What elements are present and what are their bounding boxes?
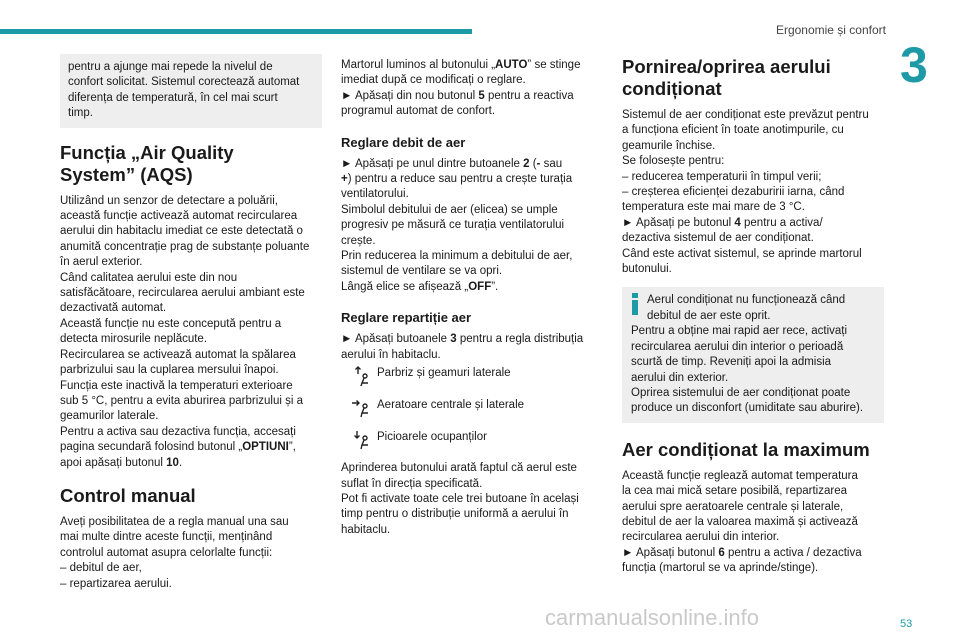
text: Lângă elice se afișează „ — [341, 280, 469, 293]
plus-label: + — [341, 173, 348, 186]
ac-line: temperatura este mai mare de 3 °C. — [622, 201, 805, 214]
option-windshield-label: Parbriz și geamuri laterale — [377, 367, 511, 380]
button-number: 4 — [734, 216, 741, 229]
column-right — [622, 54, 884, 577]
info-line: aerului din exterior. — [631, 371, 729, 384]
intro-line — [341, 89, 603, 104]
tail-line: Aprinderea butonului arată faptul că aerul este — [341, 462, 577, 475]
option-windshield — [351, 365, 603, 387]
header-accent-bar — [0, 29, 472, 34]
ac-line: dezactiva sistemul de aer condiționat. — [622, 232, 814, 245]
ac-line: – creșterea eficienței dezaburirii iarna, când — [622, 186, 845, 199]
aqs-line: dezactivată automat. — [60, 302, 167, 315]
aqs-line: aerului din habitaclu imediat ce este detectată o — [60, 225, 303, 238]
manual-heading: Control manual — [60, 484, 196, 506]
text: pentru a activa / dezactiva — [724, 546, 862, 559]
column-left — [60, 54, 322, 592]
info-line: Pentru a obține mai rapid aer rece, activați — [631, 325, 848, 338]
debit-line: Simbolul debitului de aer (elicea) se umple — [341, 203, 558, 216]
aqs-line: Recircularea se activează automat la spălarea — [60, 348, 296, 361]
auto-label: AUTO — [495, 59, 528, 71]
info-line: recircularea aerului din interior o perioadă — [631, 340, 844, 353]
tail-line: Pot fi activate toate cele trei butoane în același — [341, 492, 579, 505]
text: ”, — [288, 441, 296, 454]
aqs-line: sub 5 °C, pentru a evita aburirea parbrizului și a — [60, 394, 304, 407]
ac-heading-line2: condiționat — [622, 78, 722, 99]
text: pagina secundară folosind butonul „ — [60, 441, 243, 454]
ac-line: – reducerea temperaturii în timpul verii; — [622, 170, 822, 183]
text: ”. — [491, 280, 499, 293]
text: pentru a regla distribuția — [456, 333, 584, 346]
text: . — [178, 456, 183, 469]
max-line: recircularea aerului din interior. — [622, 531, 780, 544]
aqs-line — [60, 456, 322, 471]
debit-line — [341, 157, 603, 172]
aqs-body — [60, 194, 322, 471]
button-number: 6 — [718, 546, 725, 559]
debit-line: crește. — [341, 234, 376, 247]
note-line: diferența de temperatură, în cel mai scurt — [68, 91, 278, 104]
text: ) pentru a reduce sau pentru a crește turația — [347, 173, 573, 186]
max-line: Această funcție reglează automat temperatura — [622, 469, 858, 482]
text: ► Apăsați pe butonul — [622, 216, 735, 229]
tail-line: habitaclu. — [341, 523, 391, 536]
intro-line: imediat după ce modificați o reglare. — [341, 74, 526, 87]
intro-line: programul automat de confort. — [341, 105, 496, 118]
aqs-heading — [60, 142, 322, 186]
max-line: la cea mai mică setare posibilă, repartizarea — [622, 485, 847, 498]
tail-line: timp pentru o distribuție uniformă a aerului în — [341, 508, 569, 521]
ac-heading — [622, 56, 884, 100]
airflow-windshield-icon — [351, 365, 373, 387]
aqs-line: Funcția este inactivă la temperaturi exterioare — [60, 379, 293, 392]
text: ► Apăsați butoanele — [341, 333, 451, 346]
max-ac-heading: Aer condiționat la maximum — [622, 438, 870, 460]
ac-line: Sistemul de aer condiționat este prevăzut pentru — [622, 109, 869, 121]
manual-line: – debitul de aer, — [60, 562, 142, 575]
note-box — [60, 54, 322, 128]
aqs-line: Pentru a activa sau dezactiva funcția, accesați — [60, 425, 296, 438]
text: pentru a activa/ — [740, 216, 823, 229]
debit-heading: Reglare debit de aer — [341, 134, 466, 150]
aqs-line: geamurilor laterale. — [60, 410, 159, 423]
max-line — [622, 546, 884, 561]
chapter-number: 3 — [900, 37, 928, 93]
column-middle — [341, 58, 603, 538]
note-line: confort solicitat. Sistemul corectează automat — [68, 76, 300, 89]
debit-line — [341, 172, 603, 187]
debit-line: progresiv pe măsură ce turația ventilatorului — [341, 219, 565, 232]
aqs-line: Când calitatea aerului este din nou — [60, 271, 238, 284]
info-line: produce un disconfort (umiditate sau aburire). — [631, 402, 864, 415]
repartition-heading: Reglare repartiție aer — [341, 310, 472, 326]
airflow-face-icon — [351, 397, 373, 419]
text: ► Apăsați butonul — [622, 546, 719, 559]
intro-line — [341, 58, 603, 73]
aqs-line: anumită concentrație prag de substanțe poluante — [60, 240, 310, 253]
debit-line: sistemul de ventilare se va opri. — [341, 265, 503, 278]
option-feet — [351, 429, 603, 451]
page-number: 53 — [900, 618, 913, 630]
button-number: 3 — [450, 333, 457, 346]
text: ” se stinge — [527, 59, 581, 71]
aqs-line: Utilizând un senzor de detectare a poluării, — [60, 194, 278, 207]
info-line: Oprirea sistemului de aer condiționat poate — [631, 386, 851, 399]
option-feet-label: Picioarele ocupanților — [377, 431, 487, 444]
debit-line — [341, 280, 603, 295]
ac-line: a funcționa eficient în toate anotimpurile, cu — [622, 124, 844, 137]
repartition-line — [341, 332, 603, 347]
info-box — [622, 287, 884, 422]
ac-line: Când este activat sistemul, se aprinde martorul — [622, 247, 862, 260]
ac-line — [622, 216, 884, 231]
text: ► Apăsați din nou butonul — [341, 89, 479, 102]
info-line: scurtă de timp. Reveniți apoi la admisia — [631, 356, 832, 369]
manual-line: controlul automat asupra celorlalte funcții: — [60, 546, 273, 559]
option-vents — [351, 397, 603, 419]
max-line: aerului spre aeratoarele centrale și laterale, — [622, 500, 844, 513]
watermark: carmanualsonline.info — [545, 605, 760, 630]
manual-body — [60, 515, 322, 592]
text: apoi apăsați butonul — [60, 456, 167, 469]
off-label: OFF — [468, 280, 492, 293]
note-line: pentru a ajunge mai repede la nivelul de — [68, 61, 273, 73]
text: pentru a reactiva — [484, 89, 574, 102]
aqs-line: satisfăcătoare, recircularea aerului ambiant este — [60, 287, 305, 300]
tail-line: suflat în direcția specificată. — [341, 477, 483, 490]
minus-label: - — [536, 157, 541, 170]
debit-line: ventilatorului. — [341, 188, 409, 201]
manual-line: – repartizarea aerului. — [60, 577, 172, 590]
aqs-line — [60, 440, 322, 455]
aqs-line: detecta mirosurile neplăcute. — [60, 333, 208, 346]
aqs-heading-line2: System” (AQS) — [60, 163, 193, 185]
button-number: 2 — [523, 157, 530, 170]
chapter-title: Ergonomie și confort — [775, 23, 886, 37]
manual-line: mai multe dintre aceste funcții, menținând — [60, 531, 273, 544]
ac-heading-line1: Pornirea/oprirea aerului — [622, 56, 831, 77]
text: Martorul luminos al butonului „ — [341, 59, 496, 71]
max-line: debitul de aer la valoarea maximă și activează — [622, 515, 858, 528]
ac-line: Se folosește pentru: — [622, 155, 725, 168]
text: sau — [540, 157, 563, 170]
manual-line: Aveți posibilitatea de a regla manual una sau — [60, 515, 289, 528]
max-line: funcția (martorul se va aprinde/stinge). — [622, 562, 819, 575]
text: ► Apăsați pe unul dintre butoanele — [341, 157, 524, 170]
aqs-line: parbrizului sau la cuplarea mersului înapoi. — [60, 364, 279, 377]
aqs-line: Această funcție nu este concepută pentru a — [60, 317, 282, 330]
ac-line: geamurile închise. — [622, 139, 716, 152]
ac-line: butonului. — [622, 263, 672, 276]
info-line: Aerul condiționat nu funcționează când — [647, 294, 846, 307]
button-number: 10 — [166, 456, 179, 469]
aqs-line: în aerul exterior. — [60, 256, 143, 269]
note-line: timp. — [68, 107, 93, 120]
button-number: 5 — [478, 89, 485, 102]
option-vents-label: Aeratoare centrale și laterale — [377, 399, 525, 412]
repartition-line: aerului în habitaclu. — [341, 348, 441, 361]
airflow-feet-icon — [351, 429, 373, 451]
aqs-heading-line1: Funcția „Air Quality — [60, 141, 234, 163]
text: ( — [529, 157, 537, 170]
info-icon — [630, 293, 640, 315]
info-line: debitul de aer este oprit. — [647, 309, 771, 322]
debit-line: Prin reducerea la minimum a debitului de aer, — [341, 250, 573, 263]
aqs-line: această funcție activează automat recircularea — [60, 210, 298, 223]
option-label: OPTIUNI — [242, 441, 289, 454]
